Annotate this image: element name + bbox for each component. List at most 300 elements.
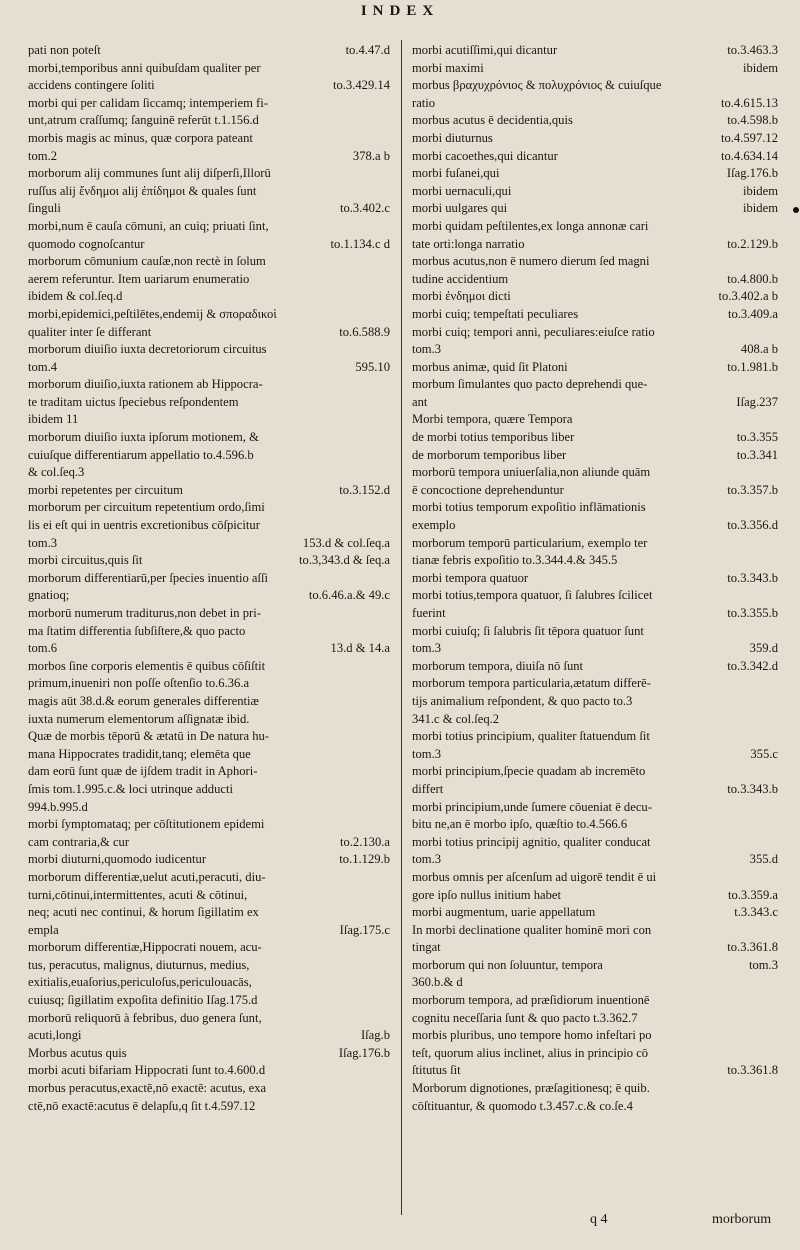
entry-text: morbi,num ē cauſa cōmuni, an cuiq; priuati ſint, <box>28 218 269 233</box>
entry-reference: Iſag.176.b <box>338 1045 390 1060</box>
entry-reference: to.3.359.a <box>727 887 778 902</box>
entry-text: mana Hippocrates tradidit,tanq; elemēta que <box>28 746 251 761</box>
index-entry-line <box>28 130 390 148</box>
index-entry-line <box>28 42 390 60</box>
entry-text: qualiter inter ſe differant <box>28 324 152 339</box>
index-entry-line <box>412 1027 778 1045</box>
index-entry-line <box>28 570 390 588</box>
entry-text: tom.3 <box>412 746 442 761</box>
entry-reference: 355.d <box>749 852 778 867</box>
entry-reference: to.4.615.13 <box>720 95 778 110</box>
index-entry-line <box>28 411 390 429</box>
entry-text: morbi totius,tempora quatuor, ſi ſalubres ſcilicet <box>412 588 653 603</box>
index-entry-line <box>28 904 390 922</box>
entry-reference: to.3.463.3 <box>727 43 778 57</box>
entry-text: Morbi tempora, quære Tempora <box>412 412 573 427</box>
index-entry-line <box>412 359 778 377</box>
index-entry-line <box>412 183 778 201</box>
entry-reference: ibidem <box>743 60 778 75</box>
index-entry-line <box>412 992 778 1010</box>
index-entry-line <box>412 77 778 95</box>
entry-text: tijs animalium reſpondent, & quo pacto to.3 <box>412 693 633 708</box>
index-entry-line <box>28 95 390 113</box>
index-entry-line <box>28 887 390 905</box>
entry-text: Quæ de morbis tēporū & ætatū in De natura hu- <box>28 729 269 744</box>
entry-text: gore ipſo nullus initium habet <box>412 887 562 902</box>
entry-reference: to.4.598.b <box>727 113 778 128</box>
index-entry-line <box>412 130 778 148</box>
index-entry-line <box>28 693 390 711</box>
index-entry-line <box>412 834 778 852</box>
index-entry-line <box>28 288 390 306</box>
index-entry-line <box>412 640 778 658</box>
index-entry-line <box>412 587 778 605</box>
entry-text: primum,inueniri non poſſe oſtenſio to.6.36.a <box>28 676 250 691</box>
entry-text: empla <box>28 922 59 937</box>
index-entry-line <box>412 851 778 869</box>
entry-reference: Iſag.b <box>360 1028 390 1043</box>
entry-text: morbi totius principij agnitio, qualiter conducat <box>412 834 651 849</box>
index-entry-line <box>28 482 390 500</box>
index-entry-line <box>412 464 778 482</box>
entry-reference: Iſag.237 <box>736 394 778 409</box>
column-divider <box>401 40 402 1215</box>
right-column <box>412 42 778 1115</box>
index-entry-line <box>28 658 390 676</box>
index-entry-line <box>412 447 778 465</box>
entry-reference: to.1.134.c d <box>330 236 390 251</box>
entry-text: 994.b.995.d <box>28 799 88 814</box>
page-header: INDEX <box>360 3 440 19</box>
entry-reference: to.4.634.14 <box>720 148 778 163</box>
entry-text: morbi uulgares qui <box>412 201 508 216</box>
entry-text: morborum diuiſio iuxta ipſorum motionem, & <box>28 430 259 445</box>
entry-text: morbi diuturni,quomodo iudicentur <box>28 852 207 867</box>
entry-reference: to.4.800.b <box>727 271 778 286</box>
entry-reference: to.3.429.14 <box>332 78 390 93</box>
entry-text: teſt, quorum alius inclinet, alius in principio cō <box>412 1045 649 1060</box>
entry-text: morbi totius temporum expoſitio inflāmationis <box>412 500 646 515</box>
entry-text: morbus βραχυχρόνιος & πολυχρόνιος & cuiuſque <box>412 78 662 93</box>
entry-text: morbi circuitus,quis ſit <box>28 553 143 568</box>
index-entry-line <box>28 499 390 517</box>
entry-text: tom.4 <box>28 359 58 374</box>
index-entry-line <box>412 1080 778 1098</box>
index-entry-line <box>28 359 390 377</box>
entry-text: tom.2 <box>28 148 58 163</box>
entry-text: morbi principium,unde ſumere cōueniat ē decu- <box>412 799 652 814</box>
entry-text: morbi cuiq; tempori anni, peculiares:eiuſce ratio <box>412 324 655 339</box>
entry-text: In morbi declinatione qualiter hominē mori con <box>412 922 652 937</box>
entry-text: cuiuſque differentiarum appellatio to.4.596.b <box>28 447 254 462</box>
index-entry-line <box>28 957 390 975</box>
index-entry-line <box>28 552 390 570</box>
index-entry-line <box>28 605 390 623</box>
index-entry-line <box>412 957 778 975</box>
index-entry-line <box>28 851 390 869</box>
entry-text: morbi augmentum, uarie appellatum <box>412 905 596 920</box>
entry-text: cam contraria,& cur <box>28 834 130 849</box>
entry-text: morborum diuiſio iuxta decretoriorum circuitus <box>28 342 267 357</box>
entry-text: morbi qui per calidam ſiccamq; intemperiem fi- <box>28 95 268 110</box>
entry-text: ibidem 11 <box>28 412 79 427</box>
index-entry-line <box>28 183 390 201</box>
index-entry-line <box>412 148 778 166</box>
entry-reference: to.3.355 <box>736 430 778 445</box>
entry-text: morborum qui non ſoluuntur, tempora <box>412 957 603 972</box>
index-entry-line <box>28 869 390 887</box>
index-entry-line <box>28 816 390 834</box>
entry-text: lis ei eſt qui in uentris excretionibus cōſpicitur <box>28 518 260 533</box>
entry-text: ſtitutus ſit <box>412 1063 461 1078</box>
entry-reference: to.6.46.a.& 49.c <box>308 588 390 603</box>
entry-text: morborum per circuitum repetentium ordo,ſimi <box>28 500 265 515</box>
index-entry-line <box>412 939 778 957</box>
index-entry-line <box>28 60 390 78</box>
index-entry-line <box>28 253 390 271</box>
entry-text: aerem referuntur. Item uariarum enumeratio <box>28 271 250 286</box>
entry-reference: 595.10 <box>355 359 390 374</box>
entry-text: morbi cacoethes,qui dicantur <box>412 148 558 163</box>
index-entry-line <box>28 711 390 729</box>
entry-text: morborum tempora, ad præſidiorum inuentionē <box>412 993 650 1008</box>
index-entry-line <box>412 411 778 429</box>
entry-text: morbi acuti bifariam Hippocrati ſunt to.4.600.d <box>28 1063 266 1078</box>
entry-reference: to.3.409.a <box>727 306 778 321</box>
index-entry-line <box>412 799 778 817</box>
entry-reference: to.3.342.d <box>727 658 778 673</box>
left-column <box>28 42 390 1115</box>
index-entry-line <box>412 499 778 517</box>
entry-reference: to.3.343.b <box>727 570 778 585</box>
index-entry-line <box>28 376 390 394</box>
entry-reference: to.3.356.d <box>727 518 778 533</box>
entry-text: ſinguli <box>28 201 61 216</box>
index-entry-line <box>412 711 778 729</box>
entry-text: morborum cōmunium cauſæ,non rectè in ſolum <box>28 254 266 269</box>
entry-text: quomodo cognoſcantur <box>28 236 145 251</box>
entry-reference: 359.d <box>749 641 778 656</box>
entry-text: tianæ febris expoſitio to.3.344.4.& 345.5 <box>412 553 618 568</box>
entry-text: tom.6 <box>28 641 58 656</box>
entry-text: tate orti:longa narratio <box>412 236 525 251</box>
entry-text: morbos ſine corporis elementis ē quibus cōſiſtit <box>28 658 266 673</box>
index-entry-line <box>28 623 390 641</box>
entry-text: morbis magis ac minus, quæ corpora pateant <box>28 130 253 145</box>
index-entry-line <box>412 922 778 940</box>
index-entry-line <box>412 429 778 447</box>
entry-reference: t.3.343.c <box>734 905 778 920</box>
entry-text: exitialis,euaſorius,periculoſus,periculouacās, <box>28 975 252 990</box>
index-entry-line <box>412 42 778 60</box>
index-entry-line <box>28 834 390 852</box>
entry-reference: to.3.343.b <box>727 781 778 796</box>
entry-text: morbum ſimulantes quo pacto deprehendi que- <box>412 377 648 392</box>
index-entry-line <box>28 640 390 658</box>
index-entry-line <box>412 517 778 535</box>
entry-text: Morbus acutus quis <box>28 1045 127 1060</box>
entry-reference: to.3.361.8 <box>727 940 778 955</box>
entry-text: morbi tempora quatuor <box>412 570 529 585</box>
index-entry-line <box>28 112 390 130</box>
entry-text: morbi principium,ſpecie quadam ab incremēto <box>412 764 646 779</box>
entry-reference: 355.c <box>750 746 778 761</box>
entry-reference: to.3.402.a b <box>718 289 778 304</box>
entry-text: dam eorū ſunt quæ de ijſdem tradit in Aphori- <box>28 764 258 779</box>
index-entry-line <box>28 271 390 289</box>
index-entry-line <box>412 904 778 922</box>
index-entry-line <box>412 218 778 236</box>
index-entry-line <box>28 306 390 324</box>
entry-text: morbis pluribus, uno tempore homo infeſtari po <box>412 1028 652 1043</box>
index-entry-line <box>412 869 778 887</box>
entry-text: de morbi totius temporibus liber <box>412 430 575 445</box>
index-entry-line <box>412 341 778 359</box>
entry-text: morbus acutus ē decidentia,quis <box>412 113 573 128</box>
entry-text: morbus acutus,non ē numero dierum ſed magni <box>412 254 650 269</box>
entry-reference: to.1.981.b <box>727 359 778 374</box>
entry-reference: 408.a b <box>740 342 778 357</box>
index-entry-line <box>412 605 778 623</box>
entry-text: morbi fuſanei,qui <box>412 166 500 181</box>
entry-reference: Iſag.176.b <box>726 166 778 181</box>
index-entry-line <box>412 746 778 764</box>
entry-text: Morborum dignotiones, præſagitionesq; ē quib. <box>412 1081 650 1096</box>
entry-text: morbi repetentes per circuitum <box>28 482 183 497</box>
index-entry-line <box>412 394 778 412</box>
index-entry-line <box>412 324 778 342</box>
entry-reference: to.1.129.b <box>339 852 390 867</box>
entry-text: cognitu neceſſaria ſunt & quo pacto t.3.362.7 <box>412 1010 638 1025</box>
index-entry-line <box>28 974 390 992</box>
signature-mark: q 4 <box>590 1212 608 1227</box>
entry-text: morbi totius principium, qualiter ſtatuendum ſit <box>412 729 650 744</box>
entry-text: tom.3 <box>412 342 442 357</box>
index-entry-line <box>412 693 778 711</box>
index-entry-line <box>412 60 778 78</box>
index-entry-line <box>412 112 778 130</box>
entry-text: tom.3 <box>412 852 442 867</box>
entry-text: morborum temporū particularium, exemplo ter <box>412 535 648 550</box>
entry-text: morborum differentiarū,per ſpecies inuentio aſſi <box>28 570 269 585</box>
index-entry-line <box>412 271 778 289</box>
index-entry-line <box>412 816 778 834</box>
entry-reference: to.3.152.d <box>339 482 390 497</box>
entry-text: de morborum temporibus liber <box>412 447 567 462</box>
entry-text: exemplo <box>412 518 456 533</box>
entry-reference: to.3.341 <box>736 447 778 462</box>
entry-text: & col.ſeq.3 <box>28 465 85 480</box>
index-entry-line <box>28 992 390 1010</box>
index-entry-line <box>28 200 390 218</box>
entry-text: morbus animæ, quid ſit Platoni <box>412 359 568 374</box>
index-entry-line <box>28 535 390 553</box>
entry-text: tingat <box>412 940 441 955</box>
entry-text: unt,atrum craſſumq; ſanguinē referūt t.1.156.d <box>28 113 259 128</box>
entry-text: tudine accidentium <box>412 271 509 286</box>
index-entry-line <box>28 429 390 447</box>
index-entry-line <box>412 200 778 218</box>
entry-text: ruſſus alij ἔνδημοι alij ἐπίδημοι & quales ſunt <box>28 183 257 198</box>
entry-reference: ibidem <box>743 183 778 198</box>
entry-text: te traditam uictus ſpeciebus reſpondentem <box>28 394 239 409</box>
entry-text: differt <box>412 781 444 796</box>
index-entry-line <box>28 781 390 799</box>
index-entry-line <box>28 464 390 482</box>
index-entry-line <box>412 781 778 799</box>
entry-reference: to.3.357.b <box>727 482 778 497</box>
entry-reference: to.3.355.b <box>727 606 778 620</box>
entry-text: morborum differentiæ,Hippocrati nouem, acu- <box>28 940 262 955</box>
entry-text: morbi quidam peſtilentes,ex longa annonæ cari <box>412 218 649 233</box>
index-entry-line <box>28 746 390 764</box>
index-entry-line <box>28 1062 390 1080</box>
entry-text: morbi diuturnus <box>412 130 493 145</box>
index-entry-line <box>412 1045 778 1063</box>
index-entry-line <box>28 939 390 957</box>
entry-reference: to.6.588.9 <box>339 324 390 339</box>
index-entry-line <box>28 236 390 254</box>
entry-text: morbi ἐνδημοι dicti <box>412 289 511 304</box>
entry-reference: to.4.47.d <box>345 43 390 57</box>
index-entry-line <box>412 728 778 746</box>
entry-text: magis aūt 38.d.& eorum generales differentiæ <box>28 693 259 708</box>
index-entry-line <box>412 675 778 693</box>
entry-reference: tom.3 <box>748 957 778 972</box>
entry-text: morborum tempora particularia,ætatum differē- <box>412 676 651 691</box>
entry-text: cuiusq; ſigillatim expoſita definitio Iſag.175.d <box>28 993 258 1008</box>
entry-text: morborum diuiſio,iuxta rationem ab Hippocra- <box>28 377 263 392</box>
entry-text: morbi acutiſſimi,qui dicantur <box>412 43 558 57</box>
index-entry-line <box>412 236 778 254</box>
entry-text: morborū tempora uniuerſalia,non aliunde quām <box>412 465 651 480</box>
index-entry-line <box>28 675 390 693</box>
index-entry-line <box>28 165 390 183</box>
entry-text: morborum alij communes ſunt alij diſperſi,Illorū <box>28 166 271 181</box>
index-entry-line <box>28 728 390 746</box>
entry-text: accidens contingere ſoliti <box>28 78 155 93</box>
entry-reference: 378.a b <box>352 148 390 163</box>
index-entry-line <box>412 306 778 324</box>
entry-reference: 13.d & 14.a <box>330 641 390 656</box>
index-entry-line <box>28 341 390 359</box>
entry-text: 360.b.& d <box>412 975 463 990</box>
entry-reference: ibidem <box>743 201 778 216</box>
entry-text: ant <box>412 394 428 409</box>
entry-text: tus, peracutus, malignus, diuturnus, medius, <box>28 957 250 972</box>
index-entry-line <box>28 148 390 166</box>
index-entry-line <box>412 1010 778 1028</box>
entry-text: iuxta numerum elementorum aſſignatæ ibid. <box>28 711 250 726</box>
entry-text: morbus omnis per aſcenſum ad uigorē tendit ē ui <box>412 869 657 884</box>
index-entry-line <box>28 799 390 817</box>
index-entry-line <box>412 165 778 183</box>
index-entry-line <box>28 763 390 781</box>
index-entry-line <box>28 394 390 412</box>
entry-text: ſmis tom.1.995.c.& loci utrinque adducti <box>28 781 233 796</box>
entry-reference: to.3.402.c <box>339 201 390 216</box>
index-entry-line <box>412 552 778 570</box>
entry-reference: to.2.129.b <box>727 236 778 251</box>
index-entry-line <box>28 922 390 940</box>
entry-reference: 153.d & col.ſeq.a <box>302 535 390 550</box>
entry-text: morborū numerum traditurus,non debet in pri- <box>28 606 261 620</box>
index-entry-line <box>412 376 778 394</box>
index-entry-line <box>28 218 390 236</box>
index-entry-line <box>412 288 778 306</box>
entry-text: pati non poteſt <box>28 43 101 57</box>
entry-reference: to.3.361.8 <box>727 1063 778 1078</box>
index-entry-line <box>412 763 778 781</box>
entry-text: ratio <box>412 95 436 110</box>
index-entry-line <box>28 1080 390 1098</box>
index-entry-line <box>412 974 778 992</box>
entry-text: turni,cōtinui,intermittentes, acuti & cōtinui, <box>28 887 248 902</box>
entry-text: gnatioq; <box>28 588 70 603</box>
entry-text: morbi uernaculi,qui <box>412 183 512 198</box>
entry-text: ctē,nō exactē:acutus ē delapſu,q ſit t.4.597.12 <box>28 1098 256 1113</box>
entry-text: morbi ſymptomataq; per cōſtitutionem epidemi <box>28 817 265 832</box>
entry-text: tom.3 <box>412 641 442 656</box>
entry-text: morbi,epidemici,peſtilētes,endemij & σποραδικοὶ <box>28 306 277 321</box>
entry-text: acuti,longi <box>28 1028 82 1043</box>
index-entry-line <box>412 1098 778 1116</box>
index-entry-line <box>412 95 778 113</box>
entry-text: morborum tempora, diuiſa nō ſunt <box>412 658 584 673</box>
index-entry-line <box>28 447 390 465</box>
index-entry-line <box>412 1062 778 1080</box>
entry-reference: Iſag.175.c <box>339 922 390 937</box>
entry-text: morbi,temporibus anni quibuſdam qualiter per <box>28 60 261 75</box>
index-entry-line <box>28 1045 390 1063</box>
entry-reference: to.2.130.a <box>339 834 390 849</box>
index-entry-line <box>412 482 778 500</box>
entry-text: 341.c & col.ſeq.2 <box>412 711 500 726</box>
index-entry-line <box>28 1027 390 1045</box>
index-entry-line <box>412 887 778 905</box>
entry-text: cōſtituantur, & quomodo t.3.457.c.& co.ſe.4 <box>412 1098 633 1113</box>
entry-text: morbus peracutus,exactē,nō exactē: acutus, exa <box>28 1081 267 1096</box>
entry-text: neq; acuti nec continui, & horum ſigillatim ex <box>28 905 259 920</box>
index-entry-line <box>28 77 390 95</box>
index-entry-line <box>412 535 778 553</box>
index-entry-line <box>412 570 778 588</box>
index-entry-line <box>28 587 390 605</box>
entry-text: morbi cuiq; tempeſtati peculiares <box>412 306 579 321</box>
index-entry-line <box>28 1010 390 1028</box>
entry-text: morbi maximi <box>412 60 484 75</box>
index-entry-line <box>28 1098 390 1116</box>
index-entry-line <box>412 623 778 641</box>
index-entry-line <box>412 658 778 676</box>
entry-text: ibidem & col.ſeq.d <box>28 289 123 304</box>
index-entry-line <box>28 324 390 342</box>
catchword: morborum <box>712 1212 772 1227</box>
entry-text: morborum differentiæ,uelut acuti,peracuti, diu- <box>28 869 266 884</box>
entry-text: morbi cuiuſq; ſi ſalubris ſit tēpora quatuor ſunt <box>412 623 644 638</box>
entry-text: bitu ne,an ē morbo ipſo, quæſtio to.4.566.6 <box>412 817 628 832</box>
entry-text: ē concoctione deprehenduntur <box>412 482 564 497</box>
entry-text: morborū reliquorū à febribus, duo genera ſunt, <box>28 1010 262 1025</box>
entry-reference: to.4.597.12 <box>720 130 778 145</box>
entry-text: fuerint <box>412 606 446 620</box>
entry-text: ma ſtatim differentia ſubſiſtere,& quo pacto <box>28 623 246 638</box>
entry-reference: to.3,343.d & ſeq.a <box>299 553 390 568</box>
index-entry-line <box>28 517 390 535</box>
entry-text: tom.3 <box>28 535 58 550</box>
index-entry-line <box>412 253 778 271</box>
margin-dot <box>793 207 799 213</box>
